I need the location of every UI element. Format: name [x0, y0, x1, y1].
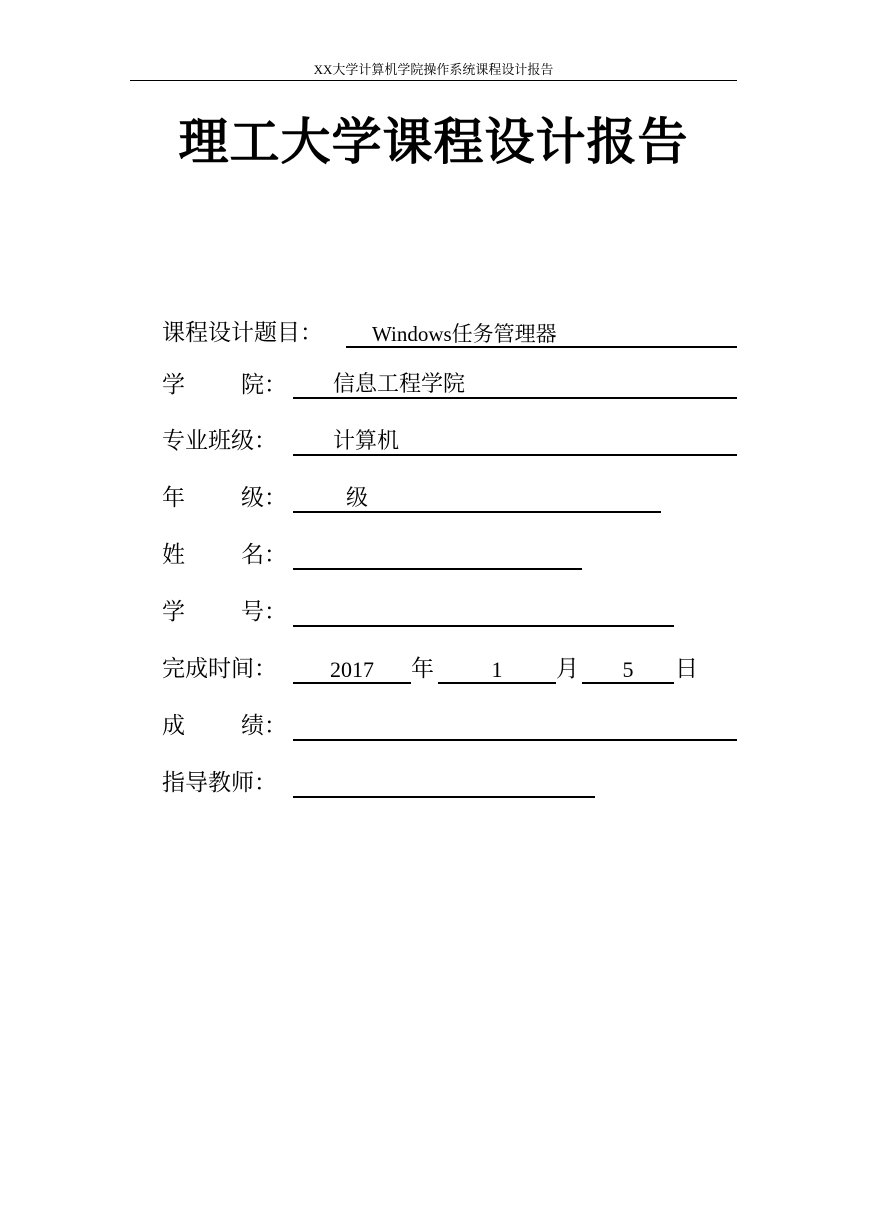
name-field — [293, 542, 582, 570]
topic-label: 课程设计题目： — [162, 320, 323, 346]
header-divider — [130, 80, 737, 81]
student-id-label-left: 学 — [162, 599, 185, 625]
grade-label-right: 级： — [241, 485, 287, 511]
name-label-left: 姓 — [162, 542, 185, 568]
college-label-left: 学 — [162, 372, 185, 398]
day-unit: 日 — [675, 656, 698, 682]
grade-label-left: 年 — [162, 485, 185, 511]
advisor-label: 指导教师： — [162, 770, 277, 796]
name-label-right: 名： — [241, 542, 287, 568]
month-unit: 月 — [556, 656, 579, 682]
student-id-field — [293, 599, 674, 627]
score-label-right: 绩： — [241, 713, 287, 739]
topic-field: Windows任务管理器 — [346, 320, 737, 348]
completion-year-field: 2017 — [293, 656, 411, 684]
advisor-field — [293, 770, 595, 798]
college-label-right: 院： — [241, 372, 287, 398]
running-header: XX大学计算机学院操作系统课程设计报告 — [313, 62, 554, 77]
year-unit: 年 — [411, 656, 434, 682]
completion-month-field: 1 — [438, 656, 556, 684]
college-field: 信息工程学院 — [293, 371, 737, 399]
major-class-field: 计算机 — [293, 428, 737, 456]
score-field — [293, 713, 737, 741]
score-label-left: 成 — [162, 713, 185, 739]
major-class-label: 专业班级： — [162, 428, 277, 454]
grade-field: 级 — [293, 485, 661, 513]
completion-time-label: 完成时间： — [162, 656, 277, 682]
document-title: 理工大学课程设计报告 — [178, 113, 689, 171]
student-id-label-right: 号： — [241, 599, 287, 625]
completion-day-field: 5 — [582, 656, 674, 684]
